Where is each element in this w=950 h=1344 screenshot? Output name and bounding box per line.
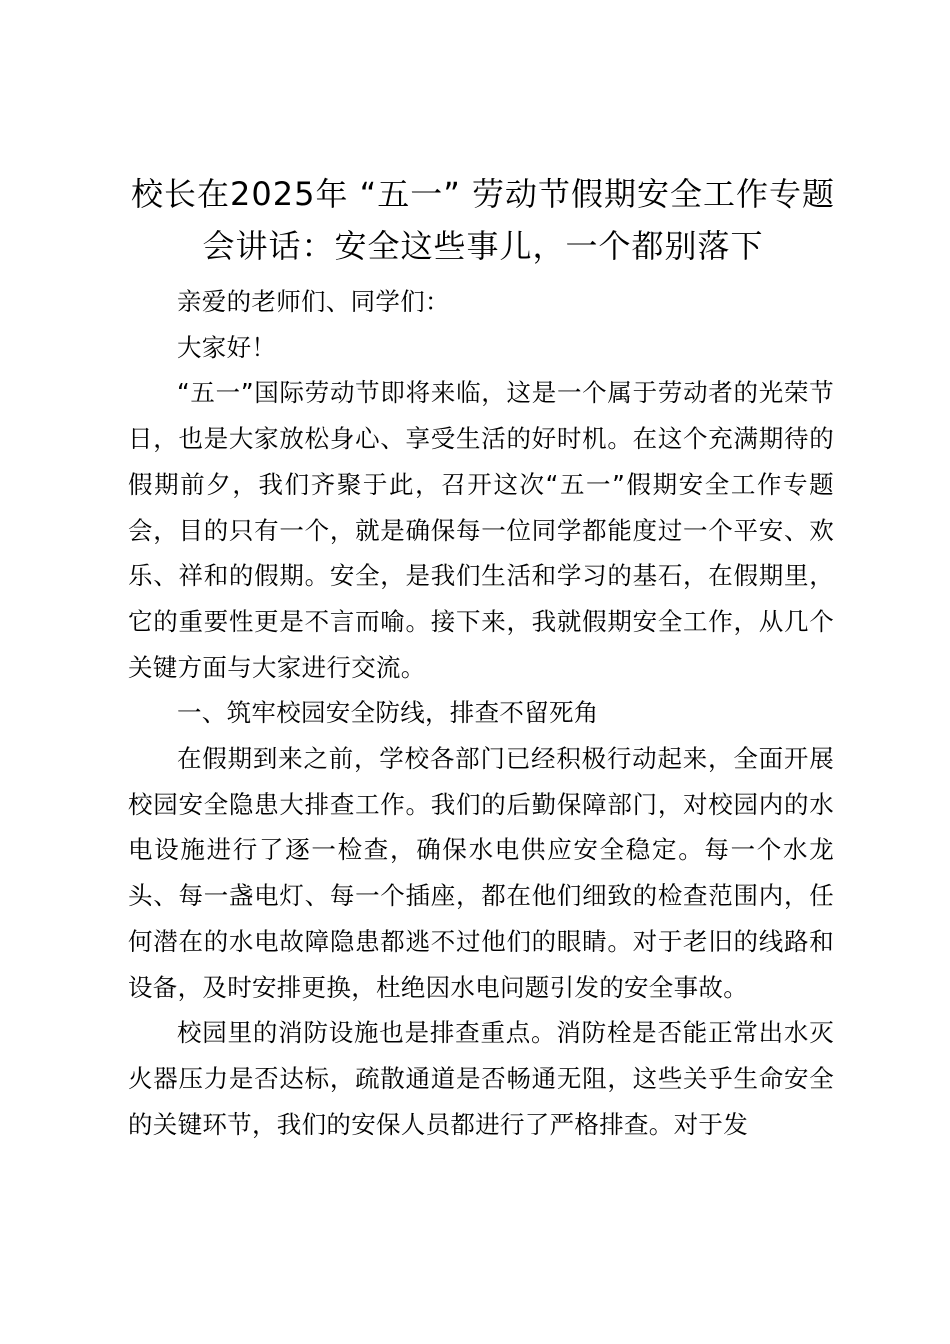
body-paragraph: “五一”国际劳动节即将来临，这是一个属于劳动者的光荣节日，也是大家放松身心、享受生活的好时机。在这个充满期待的假期前夕，我们齐聚于此，召开这次“五一”假期安全工作专题会，目的只有一个，就是确保每一位同学都能度过一个平安、欢乐、祥和的假期。安全，是我们生活和学习的基石，在假期里，它的重要性更是不言而喻。接下来，我就假期安全工作，从几个关键方面与大家进行交流。 xyxy=(128,378,834,682)
salutation: 亲爱的老师们、同学们： xyxy=(177,287,450,316)
document-title: 校长在2025年 “五一” 劳动节假期安全工作专题会讲话：安全这些事儿，一个都别落下 xyxy=(131,175,835,265)
body-paragraph: 校园里的消防设施也是排查重点。消防栓是否能正常出水灭火器压力是否达标，疏散通道是否畅通无阻，这些关乎生命安全的关键环节，我们的安保人员都进行了严格排查。对于发 xyxy=(128,1018,834,1139)
body-paragraph: 在假期到来之前，学校各部门已经积极行动起来，全面开展校园安全隐患大排查工作。我们的后勤保障部门，对校园内的水电设施进行了逐一检查，确保水电供应安全稳定。每一个水龙头、每一盏电灯、每一个插座，都在他们细致的检查范围内，任何潜在的水电故障隐患都逃不过他们的眼睛。对于老旧的线路和设备，及时安排更换，杜绝因水电问题引发的安全事故。 xyxy=(128,744,834,1002)
document-body xyxy=(128,279,834,1147)
greeting: 大家好！ xyxy=(177,332,277,362)
section-heading: 一、筑牢校园安全防线，排查不留死角 xyxy=(177,698,599,728)
